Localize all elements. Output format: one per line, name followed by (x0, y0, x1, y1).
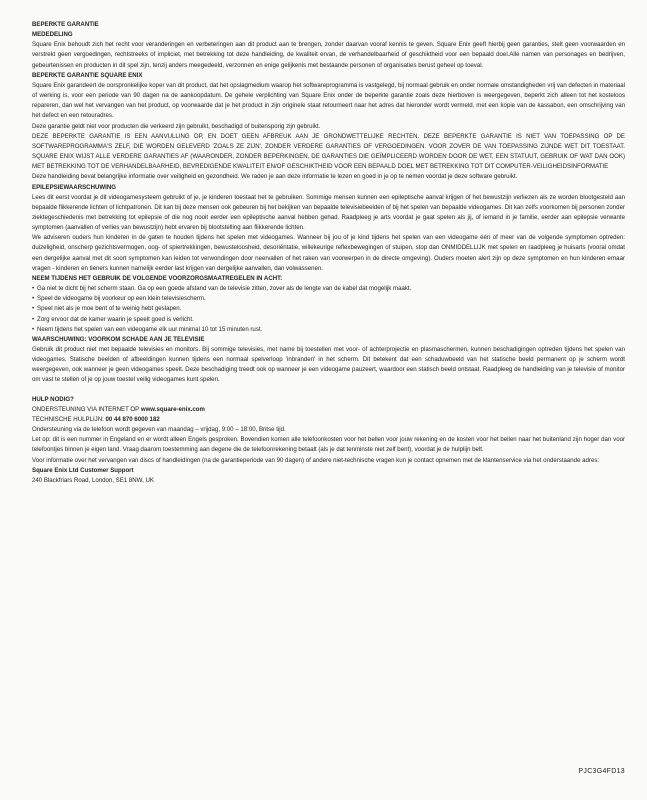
bullet-icon: • (32, 315, 35, 323)
precaution-text: Zorg ervoor dat de kamer waarin je speelt goed is verlicht. (37, 315, 194, 323)
precautions-heading: NEEM TIJDENS HET GEBRUIK DE VOLGENDE VOORZORGSMAATREGELEN IN ACHT: (32, 274, 283, 282)
internet-support (32, 405, 625, 415)
epilepsy-heading: EPILEPSIEWAARSCHUWING (32, 183, 116, 191)
warranty-caps-text: DEZE BEPERKTE GARANTIE IS EEN AANVULLING OP, EN DOET GEEN AFBREUK AAN JE GRONDWETTELIJKE RECHTEN. DEZE BEPERKTE GARANTIE IS NIET VAN TOEPASSING OP DE SOFTWAREPROGRAMMA'S ZELF, DIE WORDEN GELEVERD 'ZOALS ZE ZIJN', ZONDER VERDERE GARANTIES OF VERGOEDINGEN. VOOR ZOVER DE VAN TOEPASSING ZIJNDE WET DIT TOESTAAT. SQUARE ENIX WIJST ALLE VERDERE GARANTIES AF (WAARONDER, ZONDER BEPERKINGEN, DE GARANTIES DIE GEÏMPLICEERD WORDEN DOOR DE WET, EEN STATUUT, GEBRUIK OF WAT DAN OOK) MET BETREKKING TOT DE VERHANDELBAARHEID, BEVREDIGENDE KWALITEIT EN/OF GESCHIKTHEID VOOR EEN BEPAALD DOEL MET BETREKKING TOT DIT COMPUTER-VEILIGHEIDSINFORMATIE (32, 132, 625, 171)
bullet-icon: • (32, 325, 35, 333)
internet-support-label: ONDERSTEUNING VIA INTERNET OP (32, 405, 140, 413)
support-address: 240 Blackfriars Road, London, SE1 8NW, UK (32, 476, 154, 484)
help-heading: HULP NODIG? (32, 395, 74, 403)
precaution-text: Neem tijdens het spelen van een videogame elk uur minimal 10 tot 15 minuten rust. (37, 325, 263, 333)
precaution-text: Speel de videogame bij voorkeur op een klein televisiescherm. (37, 295, 206, 303)
list-item (32, 294, 625, 304)
list-item (32, 304, 625, 314)
list-item (32, 325, 625, 335)
tv-warning-heading: WAARSCHUWING: VOORKOM SCHADE AAN JE TELEVISIE (32, 335, 205, 343)
tv-warning-text: Gebruik dit product niet met bepaalde televisies en monitors. Bij sommige televisies, met name bij toestellen met voor- of achterprojectie en plasmaschermen, kunnen beschadigingen optreden tijdens het spelen van videogames. Statische beelden of afbeeldingen kunnen tijdens een normaal spelverloop 'inbranden' in het scherm. Dit betekent dat een schaduwbeeld van het statische beeld permanent op je scherm wordt weergegeven, ook wanneer je geen videogames speelt. Deze beschadiging treedt ook op wanneer je een videogame pauzeert, waardoor een statisch beeld ontstaat. Raadpleeg de handleiding van je televisie of monitor om vast te stellen of je op jouw toestel veilig videogames kunt spelen. (32, 346, 625, 384)
product-code: PJC3G4FD13 (578, 767, 625, 775)
helpline (32, 415, 625, 425)
website-link[interactable]: www.square-enix.com (140, 405, 205, 413)
safety-info-text: Deze handleiding bevat belangrijke informatie over veiligheid en gezondheid. We raden je aan deze informatie te lezen en goed in je op te nemen voordat je deze software gebruikt. (32, 173, 518, 181)
section-spacer (32, 386, 625, 395)
warranty-heading: BEPERKTE GARANTIE (32, 21, 99, 28)
list-item (32, 284, 625, 294)
replacement-text: Voor informatie over het vervangen van discs of handleidingen (na de garantieperiode van 90 dagen) of andere niet-technische vragen kun je contact opnemen met de klantenservice via het onderstaande adres: (32, 456, 600, 464)
notice-text: Square Enix behoudt zich het recht voor veranderingen en verbeteringen aan dit product aan te brengen, zonder daarvan vooraf kennis te geven. Square Enix geeft hierbij geen garanties, stelt geen voorwaarden en verstrekt geen vergoedingen, rechtstreeks of impliciet, met betrekking tot deze handleiding, de kwaliteit ervan, de verhandelbaarheid of geschiktheid voor een bepaald doel.Alle namen van personages en bedrijven, gebeurtenissen en producten in dit spel zijn, tenzij anders meegedeeld, verzonnen en enige gelijkenis met bestaande personen of organisaties berust geheel op toeval. (32, 41, 625, 69)
square-warranty-text: Square Enix garandeert de oorspronkelijke koper van dit product, dat het opslagmedium waarop het softwareprogramma is vastgelegd, bij normaal gebruik en onder normale omstandigheden vrij van defecten in materiaal of werking is, voor een periode van 90 dagen na de aankoopdatum. De gehele verplichting van Square Enix onder de beperkte garantie zoals deze hierboven is weergegeven, beperkt zich alleen tot het kosteloos repareren, dan wel het vervangen van het product, op voorwaarde dat je het product in zijn originele staat retourneert naar het adres dat hieronder wordt vermeld, met een kopie van de kassabon, een omschrijving van het defect en een retouradres. (32, 81, 625, 120)
warranty-void-text: Deze garantie geldt niet voor producten die verkeerd zijn gebruikt, beschadigd of buitensporig zijn gebruikt. (32, 122, 321, 130)
list-item (32, 315, 625, 325)
precaution-text: Speel niet als je moe bent of te weinig hebt geslapen. (37, 305, 182, 313)
epilepsy-text-2: We adviseren ouders hun kinderen in de gaten te houden tijdens het spelen met videogames. Wanneer bij jou of je kind tijdens het spelen van een videogame één of meer van de volgende symptomen optreden: duizeligheid, onscherp gezichtsvermogen, oog- of spiertrekkingen, bewusteloosheid, desoriëntatie, willekeurige reflexbewegingen of stuipen, stop dan ONMIDDELLIJK met spelen en raadpleeg je huisarts (vooral omdat een dergelijke aanval met dit soort symptomen kan leiden tot verwondingen door neervallen of het raken van voorwerpen in de directe omgeving). Ouders moeten alert zijn op deze symptomen en hun kinderen ernaar vragen - kinderen en tieners kunnen namelijk eerder last krijgen van dergelijke aanvallen, dan volwassenen. (32, 234, 625, 272)
bullet-icon: • (32, 285, 35, 293)
support-note-text: Let op: dit is een nummer in Engeland en er wordt alleen Engels gesproken. Bovendien komen alle telefoonkosten voor het bellen voor jouw rekening en de kosten voor het bellen naar het buitenland zijn hoger dan voor telefoontjes binnen je eigen land. Vraag daarom toestemming aan degene die de telefoonrekening betaalt (als je dat tenminste niet zelf bent), voordat je de hulplijn belt. (32, 436, 625, 454)
notice-heading: MEDEDELING (32, 31, 73, 39)
support-hours-text: Ondersteuning via de telefoon wordt gegeven van maandag – vrijdag, 9:00 – 18:00, Britse tijd. (32, 426, 286, 434)
bullet-icon: • (32, 295, 35, 303)
support-company: Square Enix Ltd Customer Support (32, 466, 134, 474)
bullet-icon: • (32, 305, 35, 313)
precaution-text: Ga niet te dicht bij het scherm staan. Ga op een goede afstand van de televisie zitten, zover als de lengte van de kabel dat mogelijk maakt. (37, 285, 412, 293)
epilepsy-text-1: Lees dit eerst voordat je dit videogamesysteem gebruikt of je, je kinderen toestaat het te gebruiken. Sommige mensen kunnen een epileptische aanval krijgen of het bewustzijn verliezen als ze worden blootgesteld aan bepaalde flikkerende lichten of lichtpatronen. Dit kan bij deze mensen ook gebeuren bij het bekijken van bepaalde televisiebeelden of bij het spelen van bepaalde videogames. Dit kan zelfs voorkomen bij personen zonder ziektegeschiedenis met betrekking tot epilepsie of die nog nooit eerder een epileptische aanval hebben gehad. Raadpleeg je arts voordat je gaat spelen als jij, of iemand in je familie, eerder aan epilepsie verwante symptomen (aanvallen of verlies van bewustzijn) hebt ervaren bij blootstelling aan flikkerende lichten. (32, 193, 625, 232)
helpline-label: TECHNISCHE HULPLIJN: (32, 415, 104, 423)
square-warranty-heading: BEPERKTE GARANTIE SQUARE ENIX (32, 71, 143, 79)
helpline-number: 00 44 870 6000 182 (105, 415, 160, 423)
